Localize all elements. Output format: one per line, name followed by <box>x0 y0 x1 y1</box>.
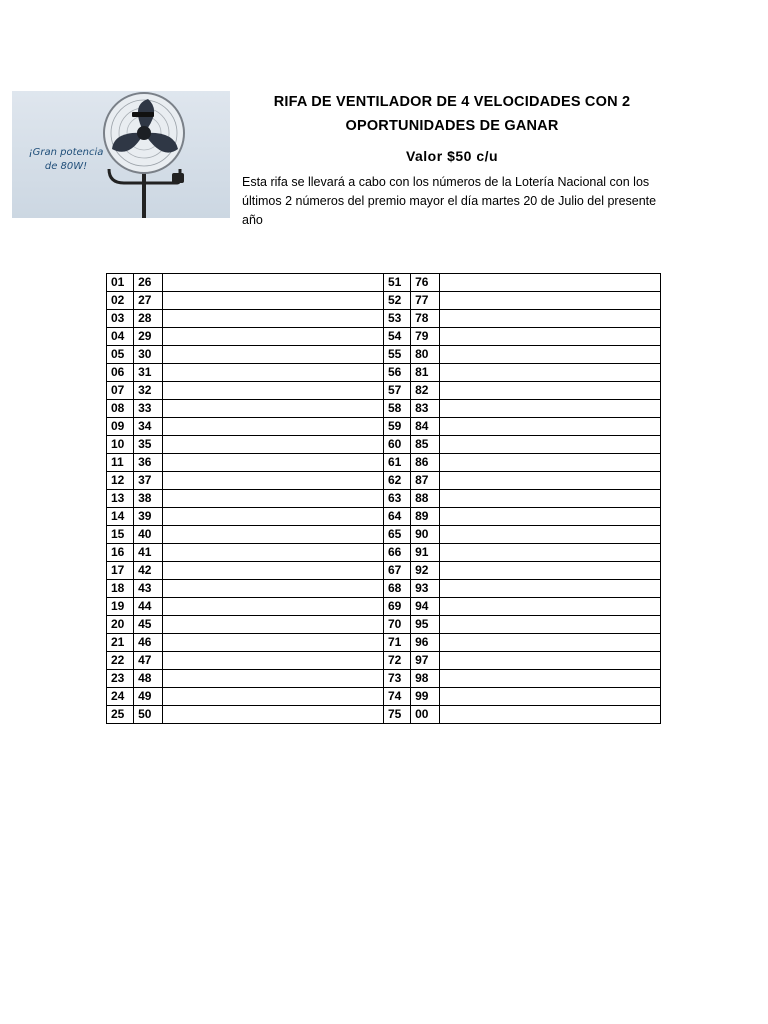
ticket-number: 10 <box>107 436 134 454</box>
ticket-number: 17 <box>107 562 134 580</box>
ticket-number: 39 <box>134 508 163 526</box>
table-row <box>107 490 661 508</box>
table-row <box>107 292 661 310</box>
ticket-number: 26 <box>134 274 163 292</box>
ticket-number: 86 <box>411 454 440 472</box>
buyer-name-cell[interactable] <box>440 310 661 328</box>
table-row <box>107 382 661 400</box>
description: Esta rifa se llevará a cabo con los números de la Lotería Nacional con los últimos 2 números del premio mayor el día martes 20 de Julio del presente año <box>242 175 657 227</box>
ticket-number: 00 <box>411 706 440 724</box>
buyer-name-cell[interactable] <box>440 490 661 508</box>
table-row <box>107 526 661 544</box>
ticket-number: 93 <box>411 580 440 598</box>
ticket-number: 48 <box>134 670 163 688</box>
buyer-name-cell[interactable] <box>163 418 384 436</box>
table-row <box>107 598 661 616</box>
fan-icon <box>12 91 230 218</box>
ticket-number: 90 <box>411 526 440 544</box>
ticket-number: 64 <box>383 508 410 526</box>
buyer-name-cell[interactable] <box>440 670 661 688</box>
ticket-number: 46 <box>134 634 163 652</box>
table-row <box>107 328 661 346</box>
table-row <box>107 544 661 562</box>
ticket-number: 58 <box>383 400 410 418</box>
buyer-name-cell[interactable] <box>163 292 384 310</box>
ticket-number: 41 <box>134 544 163 562</box>
table-row <box>107 400 661 418</box>
ticket-number: 76 <box>411 274 440 292</box>
buyer-name-cell[interactable] <box>440 364 661 382</box>
table-row <box>107 436 661 454</box>
ticket-number: 22 <box>107 652 134 670</box>
buyer-name-cell[interactable] <box>163 472 384 490</box>
ticket-number: 59 <box>383 418 410 436</box>
ticket-number: 66 <box>383 544 410 562</box>
ticket-number: 35 <box>134 436 163 454</box>
table-row <box>107 616 661 634</box>
table-row <box>107 508 661 526</box>
buyer-name-cell[interactable] <box>163 598 384 616</box>
table-row <box>107 364 661 382</box>
ticket-number: 23 <box>107 670 134 688</box>
ticket-number: 31 <box>134 364 163 382</box>
table-row <box>107 472 661 490</box>
raffle-table-body <box>107 274 661 724</box>
ticket-number: 45 <box>134 616 163 634</box>
ticket-number: 03 <box>107 310 134 328</box>
ticket-number: 36 <box>134 454 163 472</box>
ticket-number: 78 <box>411 310 440 328</box>
buyer-name-cell[interactable] <box>163 634 384 652</box>
page-title <box>242 90 662 138</box>
buyer-name-cell[interactable] <box>163 616 384 634</box>
table-row <box>107 310 661 328</box>
header <box>242 90 662 230</box>
buyer-name-cell[interactable] <box>163 562 384 580</box>
buyer-name-cell[interactable] <box>440 526 661 544</box>
table-row <box>107 418 661 436</box>
buyer-name-cell[interactable] <box>440 382 661 400</box>
buyer-name-cell[interactable] <box>163 364 384 382</box>
ticket-number: 97 <box>411 652 440 670</box>
ticket-number: 77 <box>411 292 440 310</box>
ticket-number: 34 <box>134 418 163 436</box>
ticket-number: 74 <box>383 688 410 706</box>
ticket-number: 29 <box>134 328 163 346</box>
ticket-number: 61 <box>383 454 410 472</box>
buyer-name-cell[interactable] <box>163 328 384 346</box>
buyer-name-cell[interactable] <box>440 706 661 724</box>
table-row <box>107 346 661 364</box>
ticket-number: 30 <box>134 346 163 364</box>
buyer-name-cell[interactable] <box>440 472 661 490</box>
ticket-number: 82 <box>411 382 440 400</box>
ticket-number: 80 <box>411 346 440 364</box>
ticket-number: 32 <box>134 382 163 400</box>
ticket-number: 99 <box>411 688 440 706</box>
table-row <box>107 670 661 688</box>
buyer-name-cell[interactable] <box>440 400 661 418</box>
ticket-number: 63 <box>383 490 410 508</box>
ticket-number: 37 <box>134 472 163 490</box>
buyer-name-cell[interactable] <box>163 382 384 400</box>
ticket-number: 62 <box>383 472 410 490</box>
ticket-number: 19 <box>107 598 134 616</box>
ticket-number: 38 <box>134 490 163 508</box>
ticket-number: 96 <box>411 634 440 652</box>
ticket-number: 49 <box>134 688 163 706</box>
buyer-name-cell[interactable] <box>163 274 384 292</box>
ticket-number: 69 <box>383 598 410 616</box>
ticket-number: 28 <box>134 310 163 328</box>
ticket-number: 13 <box>107 490 134 508</box>
ticket-number: 33 <box>134 400 163 418</box>
ticket-number: 83 <box>411 400 440 418</box>
buyer-name-cell[interactable] <box>163 436 384 454</box>
buyer-name-cell[interactable] <box>163 310 384 328</box>
ticket-number: 92 <box>411 562 440 580</box>
ticket-number: 65 <box>383 526 410 544</box>
ticket-number: 14 <box>107 508 134 526</box>
ticket-number: 72 <box>383 652 410 670</box>
ticket-number: 40 <box>134 526 163 544</box>
buyer-name-cell[interactable] <box>440 652 661 670</box>
table-row <box>107 274 661 292</box>
buyer-name-cell[interactable] <box>163 490 384 508</box>
buyer-name-cell[interactable] <box>440 346 661 364</box>
buyer-name-cell[interactable] <box>440 436 661 454</box>
ticket-number: 08 <box>107 400 134 418</box>
buyer-name-cell[interactable] <box>163 580 384 598</box>
buyer-name-cell[interactable] <box>440 508 661 526</box>
price: Valor $50 c/u <box>405 148 499 164</box>
table-row <box>107 454 661 472</box>
ticket-number: 79 <box>411 328 440 346</box>
ticket-number: 11 <box>107 454 134 472</box>
buyer-name-cell[interactable] <box>440 562 661 580</box>
ticket-number: 55 <box>383 346 410 364</box>
ticket-number: 47 <box>134 652 163 670</box>
ticket-number: 68 <box>383 580 410 598</box>
ticket-number: 94 <box>411 598 440 616</box>
ticket-number: 20 <box>107 616 134 634</box>
promo-text-line2: de 80W! <box>44 161 88 172</box>
table-row <box>107 580 661 598</box>
ticket-number: 07 <box>107 382 134 400</box>
table-row <box>107 652 661 670</box>
ticket-number: 98 <box>411 670 440 688</box>
ticket-number: 05 <box>107 346 134 364</box>
buyer-name-cell[interactable] <box>163 652 384 670</box>
ticket-number: 87 <box>411 472 440 490</box>
buyer-name-cell[interactable] <box>440 598 661 616</box>
buyer-name-cell[interactable] <box>163 544 384 562</box>
ticket-number: 42 <box>134 562 163 580</box>
table-row <box>107 706 661 724</box>
title-line2: OPORTUNIDADES DE GANAR <box>345 118 559 134</box>
raffle-table <box>106 273 661 724</box>
buyer-name-cell[interactable] <box>440 544 661 562</box>
ticket-number: 56 <box>383 364 410 382</box>
ticket-number: 09 <box>107 418 134 436</box>
ticket-number: 01 <box>107 274 134 292</box>
ticket-number: 54 <box>383 328 410 346</box>
buyer-name-cell[interactable] <box>440 328 661 346</box>
buyer-name-cell[interactable] <box>440 454 661 472</box>
ticket-number: 57 <box>383 382 410 400</box>
ticket-number: 60 <box>383 436 410 454</box>
ticket-number: 25 <box>107 706 134 724</box>
ticket-number: 75 <box>383 706 410 724</box>
ticket-number: 91 <box>411 544 440 562</box>
ticket-number: 51 <box>383 274 410 292</box>
ticket-number: 88 <box>411 490 440 508</box>
ticket-number: 43 <box>134 580 163 598</box>
ticket-number: 70 <box>383 616 410 634</box>
buyer-name-cell[interactable] <box>163 454 384 472</box>
buyer-name-cell[interactable] <box>163 706 384 724</box>
ticket-number: 50 <box>134 706 163 724</box>
ticket-number: 84 <box>411 418 440 436</box>
buyer-name-cell[interactable] <box>440 418 661 436</box>
ticket-number: 02 <box>107 292 134 310</box>
buyer-name-cell[interactable] <box>440 616 661 634</box>
buyer-name-cell[interactable] <box>440 580 661 598</box>
ticket-number: 95 <box>411 616 440 634</box>
table-row <box>107 688 661 706</box>
buyer-name-cell[interactable] <box>163 670 384 688</box>
table-row <box>107 562 661 580</box>
buyer-name-cell[interactable] <box>163 400 384 418</box>
ticket-number: 24 <box>107 688 134 706</box>
ticket-number: 89 <box>411 508 440 526</box>
title-line1: RIFA DE VENTILADOR DE 4 VELOCIDADES CON 2 <box>273 94 631 110</box>
ticket-number: 73 <box>383 670 410 688</box>
buyer-name-cell[interactable] <box>163 508 384 526</box>
ticket-number: 12 <box>107 472 134 490</box>
ticket-number: 67 <box>383 562 410 580</box>
buyer-name-cell[interactable] <box>440 292 661 310</box>
ticket-number: 85 <box>411 436 440 454</box>
product-image <box>12 91 230 218</box>
ticket-number: 81 <box>411 364 440 382</box>
table-row <box>107 634 661 652</box>
buyer-name-cell[interactable] <box>440 688 661 706</box>
buyer-name-cell[interactable] <box>440 634 661 652</box>
buyer-name-cell[interactable] <box>440 274 661 292</box>
promo-text-line1: ¡Gran potencia <box>28 147 104 158</box>
ticket-number: 18 <box>107 580 134 598</box>
ticket-number: 04 <box>107 328 134 346</box>
ticket-number: 06 <box>107 364 134 382</box>
ticket-number: 44 <box>134 598 163 616</box>
buyer-name-cell[interactable] <box>163 346 384 364</box>
ticket-number: 27 <box>134 292 163 310</box>
ticket-number: 71 <box>383 634 410 652</box>
ticket-number: 21 <box>107 634 134 652</box>
buyer-name-cell[interactable] <box>163 688 384 706</box>
ticket-number: 52 <box>383 292 410 310</box>
buyer-name-cell[interactable] <box>163 526 384 544</box>
ticket-number: 15 <box>107 526 134 544</box>
ticket-number: 53 <box>383 310 410 328</box>
ticket-number: 16 <box>107 544 134 562</box>
